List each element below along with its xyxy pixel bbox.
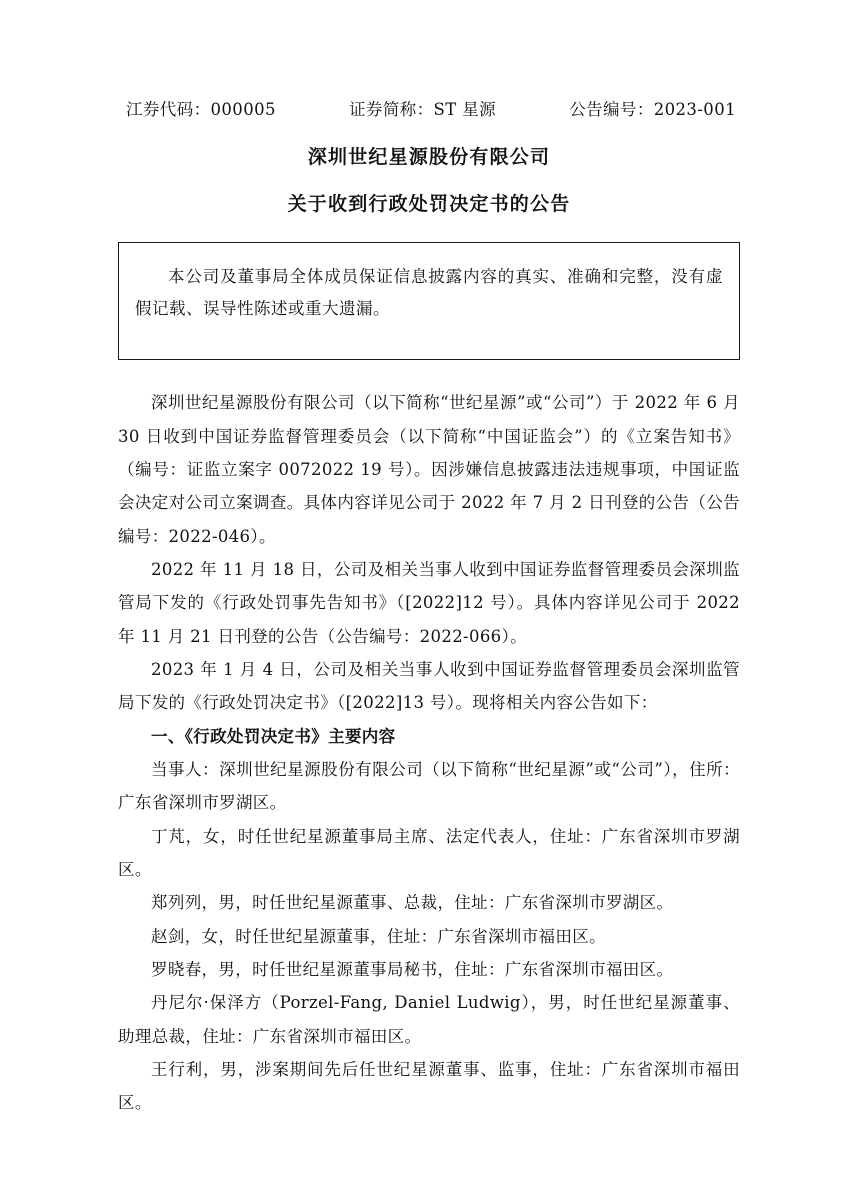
party-company: 当事人：深圳世纪星源股份有限公司（以下简称“世纪星源”或“公司”），住所：广东省深圳市罗湖区。 [118, 759, 740, 813]
party-wangxingli: 王行利，男，涉案期间先后任世纪星源董事、监事，住址：广东省深圳市福田区。 [118, 1059, 740, 1113]
party-dingpeng: 丁芃，女，时任世纪星源董事局主席、法定代表人，住址：广东省深圳市罗湖区。 [118, 826, 740, 879]
company-title: 深圳世纪星源股份有限公司 [307, 146, 551, 168]
paragraph-filing-investigation: 深圳世纪星源股份有限公司（以下简称“世纪星源”或“公司”）于 2022 年 6 月 30 日收到中国证券监督管理委员会（以下简称“中国证监会”）的《立案告知书》（编号：证监立案字 0072022 19 号）。因涉嫌信息披露违法违规事项，中国证监会决定对公司立案调查。具体内容详见公司于 2022 年 7 月 2 日刊登的公告（公告编号：2022-046）。 [118, 393, 740, 546]
paragraph-prior-notice: 2022 年 11 月 18 日，公司及相关当事人收到中国证券监督管理委员会深圳监管局下发的《行政处罚事先告知书》（[2022]12 号）。具体内容详见公司于 2022 年 11 月 21 日刊登的公告（公告编号：2022-066）。 [118, 559, 740, 646]
party-zhenglielie: 郑列列，男，时任世纪星源董事、总裁，住址：广东省深圳市罗湖区。 [151, 893, 674, 913]
party-zhaojian: 赵剑，女，时任世纪星源董事，住址：广东省深圳市福田区。 [151, 926, 606, 946]
announcement-title: 关于收到行政处罚决定书的公告 [287, 193, 571, 215]
disclaimer-text: 本公司及董事局全体成员保证信息披露内容的真实、准确和完整，没有虚假记载、误导性陈述或重大遗漏。 [135, 267, 723, 319]
disclaimer-box [118, 242, 740, 360]
party-luoxiaochun: 罗晓春，男，时任世纪星源董事局秘书，住址：广东省深圳市福田区。 [151, 959, 674, 979]
party-daniel-porzel-fang: 丹尼尔·保泽方（Porzel-Fang, Daniel Ludwig），男，时任世纪星源董事、助理总裁，住址：广东省深圳市福田区。 [118, 993, 740, 1046]
stock-short-name: 证券简称：ST 星源 [349, 100, 497, 119]
announcement-number: 公告编号：2023-001 [569, 100, 736, 119]
stock-code: 江券代码：000005 [126, 100, 276, 119]
section-heading-decision-content: 一、《行政处罚决定书》主要内容 [151, 726, 396, 746]
document-header [118, 96, 740, 120]
document-content [118, 96, 740, 1120]
paragraph-decision-received: 2023 年 1 月 4 日，公司及相关当事人收到中国证券监督管理委员会深圳监管局下发的《行政处罚决定书》（[2022]13 号）。现将相关内容公告如下： [118, 659, 740, 713]
